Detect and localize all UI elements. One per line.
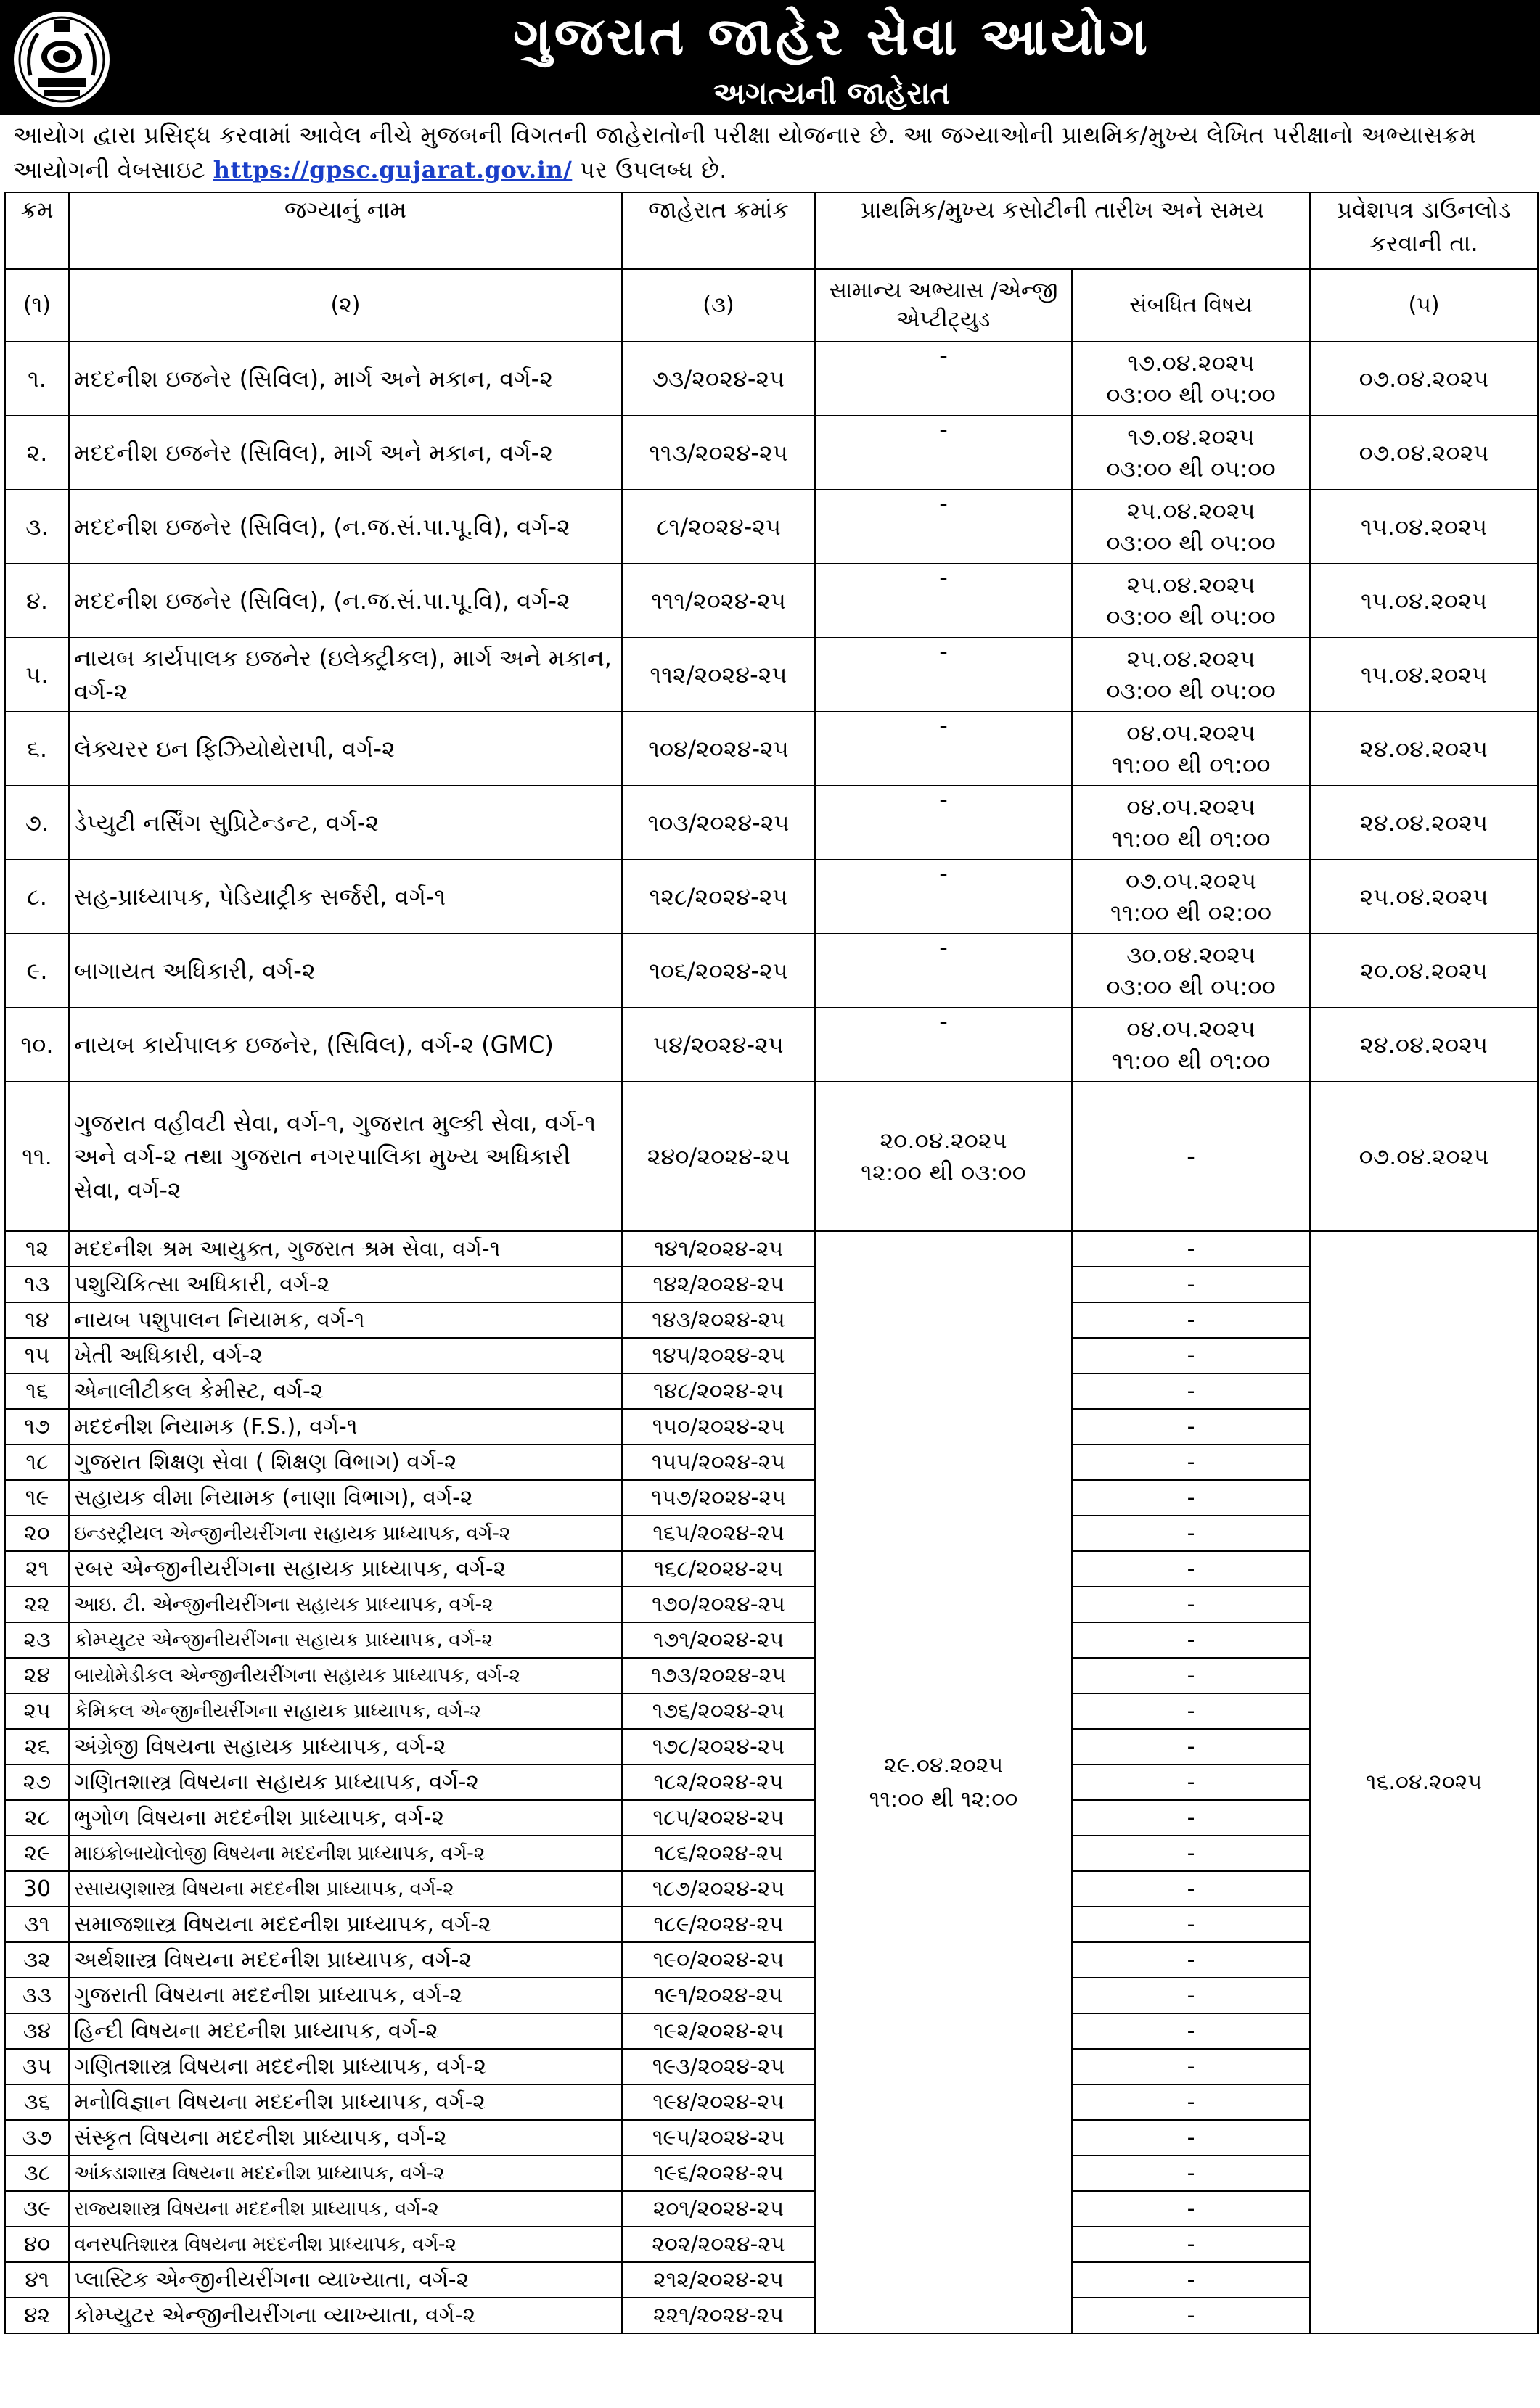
table-row [5,786,1538,860]
intro-text-end: પર ઉપલબ્ધ છે. [572,156,727,184]
row-post: ઇન્ડસ્ટ્રીયલ એન્જીનીયરીંગના સહાયક પ્રાધ્યાપક, વર્ગ-૨ [69,1516,622,1551]
row-post: કેમિકલ એન્જીનીયરીંગના સહાયક પ્રાધ્યાપક, વર્ગ-૨ [69,1693,622,1729]
row-subject: - [1072,1907,1310,1942]
row-subject: - [1072,1480,1310,1516]
table-row [5,1373,1538,1409]
row-sr: ૩૬ [5,2084,69,2120]
row-11-subject: - [1072,1082,1310,1231]
row-admit: ૧૫.૦૪.૨૦૨૫ [1310,490,1538,564]
row-subject: - [1072,1942,1310,1978]
gpsc-emblem-icon [9,9,115,110]
group-general-date: ૨૯.૦૪.૨૦૨૫ [883,1752,1004,1778]
row-sr: ૬. [5,712,69,786]
table-row [5,1480,1538,1516]
row-subject: - [1072,1516,1310,1551]
row-sr: ૪૨ [5,2298,69,2333]
row-sr: ૨૬ [5,1729,69,1764]
row-subject: - [1072,1302,1310,1338]
row-advt: ૧૮૨/૨૦૨૪-૨૫ [622,1764,815,1800]
row-advt: ૧૮૯/૨૦૨૪-૨૫ [622,1907,815,1942]
table-row [5,2084,1538,2120]
row-subject-datetime [1072,712,1310,786]
row-subject: - [1072,2013,1310,2049]
row-general: - [815,860,1072,934]
row-post: માઇક્રોબાયોલોજી વિષયના મદદનીશ પ્રાધ્યાપક, વર્ગ-૨ [69,1836,622,1871]
row-post: મદદનીશ ઇજનેર (સિવિલ), માર્ગ અને મકાન, વર્ગ-૨ [69,342,622,416]
row-subject-time: ૧૧:૦૦ થી ૦૧:૦૦ [1111,825,1271,852]
row-subject-datetime [1072,860,1310,934]
row-advt: ૧૯૧/૨૦૨૪-૨૫ [622,1978,815,2013]
row-admit: ૨૪.૦૪.૨૦૨૫ [1310,1008,1538,1082]
row-post: આઇ. ટી. એન્જીનીયરીંગના સહાયક પ્રાધ્યાપક, વર્ગ-૨ [69,1587,622,1622]
row-advt: ૫૪/૨૦૨૪-૨૫ [622,1008,815,1082]
row-advt: ૧૪૮/૨૦૨૪-૨૫ [622,1373,815,1409]
row-sr: ૧૯ [5,1480,69,1516]
row-admit: ૧૫.૦૪.૨૦૨૫ [1310,564,1538,638]
table-row [5,1302,1538,1338]
row-subject: - [1072,1693,1310,1729]
row-subject-time: ૦૩:૦૦ થી ૦૫:૦૦ [1106,529,1276,556]
row-general: - [815,786,1072,860]
row-post: અંગ્રેજી વિષયના સહાયક પ્રાધ્યાપક, વર્ગ-૨ [69,1729,622,1764]
row-general: - [815,490,1072,564]
row-subject: - [1072,2298,1310,2333]
row-post: ગણિતશાસ્ત્ર વિષયના મદદનીશ પ્રાધ્યાપક, વર્ગ-૨ [69,2049,622,2084]
row-post: નાયબ પશુપાલન નિયામક, વર્ગ-૧ [69,1302,622,1338]
row-post: રસાયણશાસ્ત્ર વિષયના મદદનીશ પ્રાધ્યાપક, વર્ગ-૨ [69,1871,622,1907]
row-general: - [815,416,1072,490]
row-subject-date: ૧૭.૦૪.૨૦૨૫ [1127,349,1255,377]
row-subject: - [1072,1409,1310,1445]
row-sr: ૧૫ [5,1338,69,1373]
row-post: આંકડાશાસ્ત્ર વિષયના મદદનીશ પ્રાધ્યાપક, વર્ગ-૨ [69,2156,622,2191]
table-row [5,2049,1538,2084]
table-row [5,416,1538,490]
row-post: એનાલીટીકલ કેમીસ્ટ, વર્ગ-૨ [69,1373,622,1409]
row-subject: - [1072,1231,1310,1267]
table-row [5,2191,1538,2227]
header-general: સામાન્ય અભ્યાસ /એન્જી એપ્ટીટ્યુડ [815,269,1072,342]
row-subject: - [1072,1267,1310,1302]
row-post: ગુજરાતી વિષયના મદદનીશ પ્રાધ્યાપક, વર્ગ-૨ [69,1978,622,2013]
row-advt: ૨૦૧/૨૦૨૪-૨૫ [622,2191,815,2227]
row-sr: ૨૫ [5,1693,69,1729]
header-advt: જાહેરાત ક્રમાંક [622,192,815,269]
row-subject-date: ૨૫.૦૪.૨૦૨૫ [1126,497,1256,525]
row-11-advt: ૨૪૦/૨૦૨૪-૨૫ [622,1082,815,1231]
col-num-5: (૫) [1310,269,1538,342]
row-subject-datetime [1072,490,1310,564]
table-row [5,638,1538,712]
row-advt: ૧૭૦/૨૦૨૪-૨૫ [622,1587,815,1622]
row-post: ડેપ્યુટી નર્સિંગ સુપ્રિટેન્ડન્ટ, વર્ગ-૨ [69,786,622,860]
row-advt: ૧૫૦/૨૦૨૪-૨૫ [622,1409,815,1445]
row-post: મદદનીશ ઇજનેર (સિવિલ), માર્ગ અને મકાન, વર્ગ-૨ [69,416,622,490]
row-advt: ૧૮૬/૨૦૨૪-૨૫ [622,1836,815,1871]
row-advt: ૧૭૩/૨૦૨૪-૨૫ [622,1658,815,1693]
row-admit: ૦૭.૦૪.૨૦૨૫ [1310,416,1538,490]
row-post: નાયબ કાર્યપાલક ઇજનેર, (સિવિલ), વર્ગ-૨ (GMC) [69,1008,622,1082]
row-post: ગણિતશાસ્ત્ર વિષયના સહાયક પ્રાધ્યાપક, વર્ગ-૨ [69,1764,622,1800]
row-post: પશુચિકિત્સા અધિકારી, વર્ગ-૨ [69,1267,622,1302]
row-general: - [815,934,1072,1008]
row-advt: ૨૦૨/૨૦૨૪-૨૫ [622,2227,815,2262]
row-sr: 30 [5,1871,69,1907]
table-row [5,2120,1538,2156]
row-post: બાગાયત અધિકારી, વર્ગ-૨ [69,934,622,1008]
row-subject-date: ૩૦.૦૪.૨૦૨૫ [1126,941,1256,969]
table-row [5,1587,1538,1622]
row-subject-date: ૦૭.૦૫.૨૦૨૫ [1126,867,1256,895]
table-row [5,1231,1538,1267]
table-row [5,1658,1538,1693]
row-sr: ૩૮ [5,2156,69,2191]
table-row [5,2227,1538,2262]
row-subject: - [1072,1764,1310,1800]
row-general: - [815,712,1072,786]
header-exam: પ્રાથમિક/મુખ્ય કસોટીની તારીખ અને સમય [815,192,1310,269]
row-post: મદદનીશ ઇજનેર (સિવિલ), (ન.જ.સં.પા.પૂ.વિ), વર્ગ-૨ [69,564,622,638]
row-advt: ૧૨૮/૨૦૨૪-૨૫ [622,860,815,934]
row-11-sr: ૧૧. [5,1082,69,1231]
row-sr: ૩૪ [5,2013,69,2049]
row-subject-time: ૧૧:૦૦ થી ૦૨:૦૦ [1110,899,1272,926]
row-11-post: ગુજરાત વહીવટી સેવા, વર્ગ-૧, ગુજરાત મુલ્કી સેવા, વર્ગ-૧ અને વર્ગ-૨ તથા ગુજરાત નગરપાલિકા મુખ્ય અધિકારી સેવા, વર્ગ-૨ [69,1082,622,1231]
table-row [5,490,1538,564]
row-advt: ૧૯૨/૨૦૨૪-૨૫ [622,2013,815,2049]
row-sr: ૨૯ [5,1836,69,1871]
table-row [5,1267,1538,1302]
row-11-general-date: ૨૦.૦૪.૨૦૨૫ [880,1127,1007,1154]
row-subject-date: ૦૪.૦૫.૨૦૨૫ [1126,719,1256,747]
row-advt: ૧૦૪/૨૦૨૪-૨૫ [622,712,815,786]
row-sr: ૧૮ [5,1445,69,1480]
row-advt: ૧૬૮/૨૦૨૪-૨૫ [622,1551,815,1587]
row-advt: ૧૪૩/૨૦૨૪-૨૫ [622,1302,815,1338]
row-subject-time: ૦૩:૦૦ થી ૦૫:૦૦ [1106,603,1276,630]
row-sr: ૧૬ [5,1373,69,1409]
row-sr: ૧૦. [5,1008,69,1082]
row-sr: ૧૨ [5,1231,69,1267]
row-subject: - [1072,1871,1310,1907]
table-row [5,1409,1538,1445]
row-post: ખેતી અધિકારી, વર્ગ-૨ [69,1338,622,1373]
group-general-time: ૧૧:૦૦ થી ૧૨:૦૦ [869,1786,1018,1812]
row-advt: ૧૪૫/૨૦૨૪-૨૫ [622,1338,815,1373]
row-subject-time: ૦૩:૦૦ થી ૦૫:૦૦ [1106,381,1276,408]
row-sr: ૩૧ [5,1907,69,1942]
row-subject: - [1072,2262,1310,2298]
table-row [5,342,1538,416]
row-advt: ૧૯૬/૨૦૨૪-૨૫ [622,2156,815,2191]
table-row [5,564,1538,638]
row-post: રાજ્યશાસ્ત્ર વિષયના મદદનીશ પ્રાધ્યાપક, વર્ગ-૨ [69,2191,622,2227]
row-subject-date: ૦૪.૦૫.૨૦૨૫ [1126,793,1256,821]
row-advt: ૧૫૫/૨૦૨૪-૨૫ [622,1445,815,1480]
table-row [5,1800,1538,1836]
row-post: ભુગોળ વિષયના મદદનીશ પ્રાધ્યાપક, વર્ગ-૨ [69,1800,622,1836]
table-row [5,934,1538,1008]
row-general: - [815,342,1072,416]
row-sr: ૯. [5,934,69,1008]
row-sr: ૨૦ [5,1516,69,1551]
row-post: પ્લાસ્ટિક એન્જીનીયરીંગના વ્યાખ્યાતા, વર્ગ-૨ [69,2262,622,2298]
row-sr: ૩૯ [5,2191,69,2227]
row-sr: ૨૪ [5,1658,69,1693]
row-advt: ૧૭૮/૨૦૨૪-૨૫ [622,1729,815,1764]
row-subject-datetime [1072,564,1310,638]
table-row [5,1907,1538,1942]
row-advt: ૧૯૩/૨૦૨૪-૨૫ [622,2049,815,2084]
table-row [5,1622,1538,1658]
row-advt: ૧૭૧/૨૦૨૪-૨૫ [622,1622,815,1658]
row-post: લેક્ચરર ઇન ફિઝિયોથેરાપી, વર્ગ-૨ [69,712,622,786]
row-post: રબર એન્જીનીયરીંગના સહાયક પ્રાધ્યાપક, વર્ગ-૨ [69,1551,622,1587]
row-subject-datetime [1072,638,1310,712]
table-row [5,1082,1538,1231]
row-subject: - [1072,1338,1310,1373]
table-row [5,2013,1538,2049]
row-advt: ૧૯૪/૨૦૨૪-૨૫ [622,2084,815,2120]
row-advt: ૧૮૫/૨૦૨૪-૨૫ [622,1800,815,1836]
row-sr: ૨૨ [5,1587,69,1622]
row-advt: ૧૧૩/૨૦૨૪-૨૫ [622,416,815,490]
row-advt: ૮૧/૨૦૨૪-૨૫ [622,490,815,564]
table-row [5,1942,1538,1978]
row-post: મદદનીશ નિયામક (F.S.), વર્ગ-૧ [69,1409,622,1445]
row-sr: ૨૮ [5,1800,69,1836]
row-sr: ૩૩ [5,1978,69,2013]
row-11-general-time: ૧૨:૦૦ થી ૦૩:૦૦ [861,1159,1026,1186]
table-row [5,1516,1538,1551]
row-post: વનસ્પતિશાસ્ત્ર વિષયના મદદનીશ પ્રાધ્યાપક, વર્ગ-૨ [69,2227,622,2262]
table-row [5,1551,1538,1587]
row-general: - [815,1008,1072,1082]
row-sr: ૫. [5,638,69,712]
row-advt: ૧૬૫/૨૦૨૪-૨૫ [622,1516,815,1551]
row-post: કોમ્પ્યુટર એન્જીનીયરીંગના વ્યાખ્યાતા, વર્ગ-૨ [69,2298,622,2333]
row-post: બાયોમેડીકલ એન્જીનીયરીંગના સહાયક પ્રાધ્યાપક, વર્ગ-૨ [69,1658,622,1693]
row-subject-datetime [1072,934,1310,1008]
row-advt: ૧૪૨/૨૦૨૪-૨૫ [622,1267,815,1302]
row-advt: ૭૩/૨૦૨૪-૨૫ [622,342,815,416]
row-post: સહ-પ્રાધ્યાપક, પેડિયાટ્રીક સર્જરી, વર્ગ-૧ [69,860,622,934]
row-subject-time: ૦૩:૦૦ થી ૦૫:૦૦ [1106,973,1276,1000]
row-admit: ૧૫.૦૪.૨૦૨૫ [1310,638,1538,712]
gpsc-website-link[interactable]: https://gpsc.gujarat.gov.in/ [213,156,573,184]
row-admit: ૨૦.૦૪.૨૦૨૫ [1310,934,1538,1008]
row-post: સહાયક વીમા નિયામક (નાણા વિભાગ), વર્ગ-૨ [69,1480,622,1516]
row-subject-time: ૧૧:૦૦ થી ૦૧:૦૦ [1111,1047,1271,1074]
row-advt: ૧૫૭/૨૦૨૪-૨૫ [622,1480,815,1516]
row-post: હિન્દી વિષયના મદદનીશ પ્રાધ્યાપક, વર્ગ-૨ [69,2013,622,2049]
group-admit-date: ૧૬.૦૪.૨૦૨૫ [1310,1231,1538,2333]
row-sr: ૪. [5,564,69,638]
row-advt: ૧૭૬/૨૦૨૪-૨૫ [622,1693,815,1729]
row-sr: ૨૩ [5,1622,69,1658]
header-sr: ક્રમ [5,192,69,269]
row-subject: - [1072,1373,1310,1409]
row-11-general [815,1082,1072,1231]
row-advt: ૧૦૬/૨૦૨૪-૨૫ [622,934,815,1008]
row-post: મનોવિજ્ઞાન વિષયના મદદનીશ પ્રાધ્યાપક, વર્ગ-૨ [69,2084,622,2120]
table-body [5,342,1538,2333]
page-subtitle: અગત્યની જાહેરાત [713,75,951,111]
row-general: - [815,564,1072,638]
row-post: અર્થશાસ્ત્ર વિષયના મદદનીશ પ્રાધ્યાપક, વર્ગ-૨ [69,1942,622,1978]
row-subject-datetime [1072,342,1310,416]
table-row [5,1693,1538,1729]
row-11-admit: ૦૭.૦૪.૨૦૨૫ [1310,1082,1538,1231]
table-row [5,1836,1538,1871]
exam-schedule-table [4,192,1539,2334]
col-num-2: (૨) [69,269,622,342]
row-sr: ૧૭ [5,1409,69,1445]
row-advt: ૧૯૫/૨૦૨૪-૨૫ [622,2120,815,2156]
row-admit: ૨૪.૦૪.૨૦૨૫ [1310,786,1538,860]
row-advt: ૧૧૨/૨૦૨૪-૨૫ [622,638,815,712]
table-row [5,860,1538,934]
col-num-1: (૧) [5,269,69,342]
row-sr: ૨. [5,416,69,490]
row-subject: - [1072,1836,1310,1871]
group-general-datetime [815,1231,1072,2333]
row-sr: ૩. [5,490,69,564]
row-subject: - [1072,2049,1310,2084]
row-sr: ૩૨ [5,1942,69,1978]
table-row [5,1871,1538,1907]
row-subject: - [1072,1622,1310,1658]
table-row [5,712,1538,786]
row-advt: ૧૧૧/૨૦૨૪-૨૫ [622,564,815,638]
row-advt: ૧૮૭/૨૦૨૪-૨૫ [622,1871,815,1907]
row-sr: ૩૫ [5,2049,69,2084]
intro-text: આયોગ દ્વારા પ્રસિદ્ધ કરવામાં આવેલ નીચે મુજબની વિગતની જાહેરાતોની પરીક્ષા યોજનાર છે. આ જગ્યાઓની પ્રાથમિક/મુખ્ય લેખિત પરીક્ષાનો અભ્યાસક્રમ આયોગની વેબસાઇટ [13,121,1477,184]
header-admit: પ્રવેશપત્ર ડાઉનલોડ કરવાની તા. [1310,192,1538,269]
row-post: નાયબ કાર્યપાલક ઇજનેર (ઇલેક્ટ્રીકલ), માર્ગ અને મકાન, વર્ગ-૨ [69,638,622,712]
table-row [5,1338,1538,1373]
row-subject: - [1072,1978,1310,2013]
table-row [5,2156,1538,2191]
table-row [5,1729,1538,1764]
row-advt: ૨૨૧/૨૦૨૪-૨૫ [622,2298,815,2333]
row-post: ગુજરાત શિક્ષણ સેવા ( શિક્ષણ વિભાગ) વર્ગ-૨ [69,1445,622,1480]
table-row [5,1008,1538,1082]
row-subject: - [1072,1658,1310,1693]
header-subject: સંબધિત વિષય [1072,269,1310,342]
row-subject-datetime [1072,416,1310,490]
row-subject: - [1072,2156,1310,2191]
table-row [5,1978,1538,2013]
row-sr: ૩૭ [5,2120,69,2156]
row-subject-time: ૦૩:૦૦ થી ૦૫:૦૦ [1106,455,1276,482]
row-subject: - [1072,2084,1310,2120]
intro-paragraph [13,118,1534,187]
row-post: મદદનીશ ઇજનેર (સિવિલ), (ન.જ.સં.પા.પૂ.વિ), વર્ગ-૨ [69,490,622,564]
row-subject-date: ૧૭.૦૪.૨૦૨૫ [1127,423,1255,451]
row-sr: ૧૩ [5,1267,69,1302]
row-sr: ૧. [5,342,69,416]
row-post: સંસ્કૃત વિષયના મદદનીશ પ્રાધ્યાપક, વર્ગ-૨ [69,2120,622,2156]
row-sr: ૪૧ [5,2262,69,2298]
row-advt: ૨૧૨/૨૦૨૪-૨૫ [622,2262,815,2298]
row-admit: ૨૫.૦૪.૨૦૨૫ [1310,860,1538,934]
row-advt: ૧૯૦/૨૦૨૪-૨૫ [622,1942,815,1978]
col-num-3: (૩) [622,269,815,342]
row-admit: ૨૪.૦૪.૨૦૨૫ [1310,712,1538,786]
header-band [0,0,1540,115]
header-post: જગ્યાનું નામ [69,192,622,269]
row-advt: ૧૦૩/૨૦૨૪-૨૫ [622,786,815,860]
row-post: સમાજશાસ્ત્ર વિષયના મદદનીશ પ્રાધ્યાપક, વર્ગ-૨ [69,1907,622,1942]
row-sr: ૭. [5,786,69,860]
page-title: ગુજરાત જાહેર સેવા આયોગ [513,6,1150,67]
row-subject-datetime [1072,1008,1310,1082]
table-row [5,2298,1538,2333]
row-subject-date: ૨૫.૦૪.૨૦૨૫ [1126,645,1256,673]
row-subject: - [1072,1587,1310,1622]
row-sr: ૨૭ [5,1764,69,1800]
row-subject-date: ૦૪.૦૫.૨૦૨૫ [1126,1015,1256,1043]
row-subject: - [1072,1729,1310,1764]
row-sr: ૧૪ [5,1302,69,1338]
row-subject: - [1072,2191,1310,2227]
row-general: - [815,638,1072,712]
row-sr: ૪૦ [5,2227,69,2262]
row-post: મદદનીશ શ્રમ આયુક્ત, ગુજરાત શ્રમ સેવા, વર્ગ-૧ [69,1231,622,1267]
table-row [5,2262,1538,2298]
row-subject-time: ૧૧:૦૦ થી ૦૧:૦૦ [1111,751,1271,778]
row-post: કોમ્પ્યુટર એન્જીનીયરીંગના સહાયક પ્રાધ્યાપક, વર્ગ-૨ [69,1622,622,1658]
row-sr: ૮. [5,860,69,934]
row-subject-time: ૦૩:૦૦ થી ૦૫:૦૦ [1106,677,1276,704]
row-subject-datetime [1072,786,1310,860]
row-advt: ૧૪૧/૨૦૨૪-૨૫ [622,1231,815,1267]
table-row [5,1445,1538,1480]
row-subject-date: ૨૫.૦૪.૨૦૨૫ [1126,571,1256,599]
row-sr: ૨૧ [5,1551,69,1587]
row-subject: - [1072,1800,1310,1836]
row-subject: - [1072,1551,1310,1587]
row-subject: - [1072,2120,1310,2156]
row-subject: - [1072,1445,1310,1480]
row-admit: ૦૭.૦૪.૨૦૨૫ [1310,342,1538,416]
row-subject: - [1072,2227,1310,2262]
table-row [5,1764,1538,1800]
